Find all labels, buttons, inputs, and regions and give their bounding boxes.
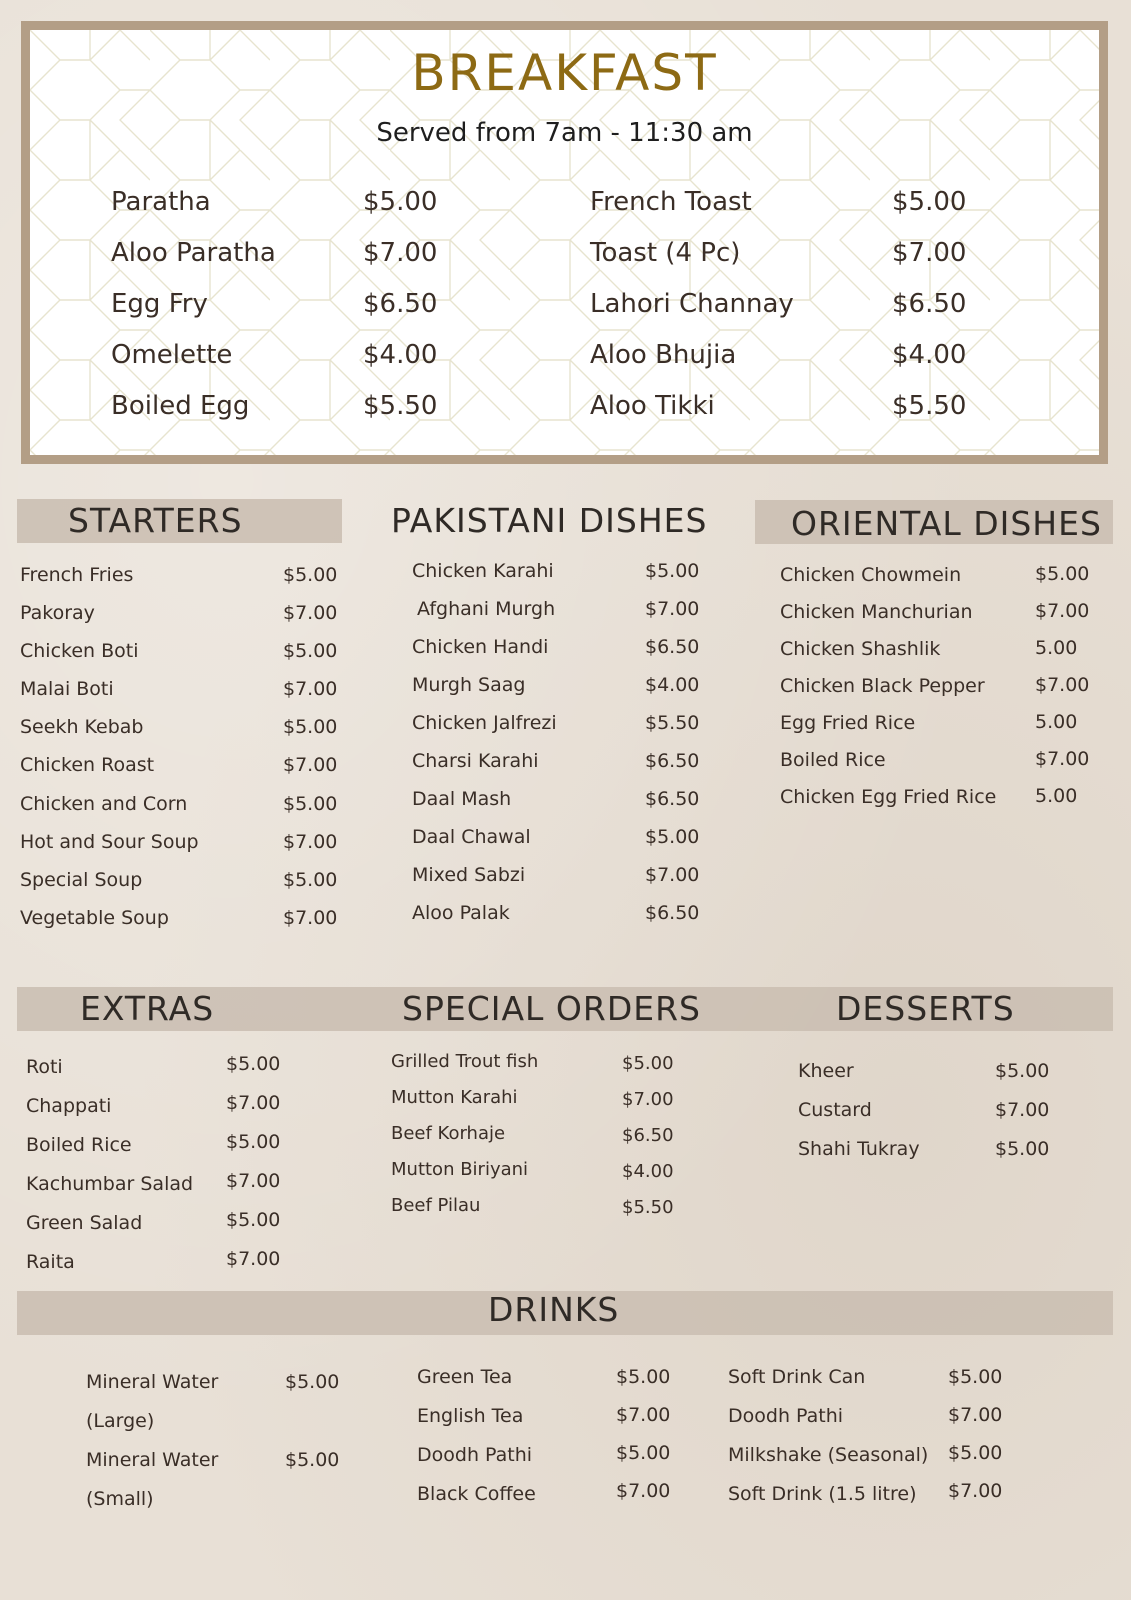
menu-item-name: Soft Drink (1.5 litre) [728,1483,917,1505]
menu-item-price: $5.00 [226,1053,281,1075]
menu-item-name: Vegetable Soup [20,907,169,929]
menu-item-name: French Fries [20,564,134,586]
menu-item-name: Mineral Water [86,1371,219,1393]
menu-item-name: Egg Fry [111,289,208,319]
menu-item-price: $7.00 [283,754,338,776]
menu-item-name: Aloo Bhujia [590,340,737,370]
menu-item-name: Milkshake (Seasonal) [728,1444,929,1466]
menu-item-price: $5.00 [283,793,338,815]
menu-item-name: Aloo Palak [412,902,510,924]
menu-item-name: Green Salad [26,1212,143,1234]
menu-item-name: Custard [798,1099,872,1121]
menu-item-price: $7.00 [283,602,338,624]
extras-title: EXTRAS [80,989,215,1028]
menu-item-price: $7.00 [363,238,438,268]
menu-item-price: $7.00 [995,1099,1050,1121]
menu-item-name: Daal Chawal [412,826,531,848]
menu-item-price: $7.00 [1035,748,1090,770]
menu-item-price: $7.00 [226,1170,281,1192]
menu-item-name: Chicken and Corn [20,793,188,815]
menu-item-name: Toast (4 Pc) [590,238,741,268]
menu-item-name: Murgh Saag [412,674,526,696]
breakfast-subtitle: Served from 7am - 11:30 am [376,118,753,148]
menu-item-price: 5.00 [1035,637,1078,659]
menu-item-name: Seekh Kebab [20,716,144,738]
menu-item-price: $5.00 [283,640,338,662]
breakfast-panel [21,21,1108,464]
menu-item-price: $6.50 [645,788,700,810]
menu-item-price: $5.00 [1035,563,1090,585]
menu-item-price: 5.00 [1035,711,1078,733]
menu-item-price: 5.00 [1035,785,1078,807]
special-orders-title: SPECIAL ORDERS [402,989,701,1028]
menu-item-name: Hot and Sour Soup [20,831,199,853]
menu-item-name: Kheer [798,1060,854,1082]
menu-item-name: Mutton Karahi [391,1087,518,1108]
menu-item-price: $7.00 [283,831,338,853]
menu-item-price: $7.00 [616,1404,671,1426]
menu-item-name: Malai Boti [20,678,114,700]
menu-item-name: Beef Pilau [391,1195,481,1216]
menu-item-price: $7.00 [948,1404,1003,1426]
menu-item-price: $6.50 [892,289,967,319]
menu-item-name: Paratha [111,187,211,217]
menu-item-name: Pakoray [20,602,95,624]
menu-item-name: Chicken Egg Fried Rice [780,786,997,808]
menu-item-name: Grilled Trout fish [391,1051,539,1072]
menu-item-price: $6.50 [645,636,700,658]
menu-item-price: $6.50 [645,902,700,924]
menu-item-name: Chicken Jalfrezi [412,712,557,734]
menu-item-name: Daal Mash [412,788,512,810]
menu-item-price: $7.00 [226,1092,281,1114]
menu-item-name: Chicken Manchurian [780,601,973,623]
menu-item-price: $7.00 [892,238,967,268]
menu-item-name: Omelette [111,340,233,370]
menu-item-price: $5.00 [616,1442,671,1464]
menu-item-price: $5.50 [622,1197,674,1218]
menu-item-name: Special Soup [20,869,143,891]
menu-item-price: $4.00 [645,674,700,696]
menu-item-price: $5.00 [995,1138,1050,1160]
menu-item-price: $5.00 [616,1366,671,1388]
menu-item-price: $5.00 [285,1371,340,1393]
menu-item-price: $5.00 [226,1131,281,1153]
menu-item-name: Chicken Roast [20,754,155,776]
menu-item-price: $7.00 [616,1480,671,1502]
menu-item-price: $4.00 [892,340,967,370]
menu-item-name: Raita [26,1251,75,1273]
menu-item-name: Afghani Murgh [417,598,556,620]
breakfast-title: BREAKFAST [411,44,718,102]
menu-item-name: Boiled Rice [26,1134,132,1156]
menu-item-price: $5.00 [363,187,438,217]
menu-item-name-line2: (Large) [86,1410,155,1432]
menu-item-name: Roti [26,1056,63,1078]
menu-item-name: English Tea [417,1405,524,1427]
menu-item-name: Doodh Pathi [417,1444,533,1466]
menu-item-name: Doodh Pathi [728,1405,844,1427]
menu-item-price: $5.50 [645,712,700,734]
menu-item-name: Kachumbar Salad [26,1173,194,1195]
menu-item-price: $4.00 [363,340,438,370]
menu-item-price: $5.00 [948,1442,1003,1464]
menu-item-name: Green Tea [417,1366,513,1388]
oriental-dishes-title: ORIENTAL DISHES [791,504,1102,543]
menu-item-price: $5.00 [948,1366,1003,1388]
menu-item-price: $6.50 [363,289,438,319]
starters-title: STARTERS [68,501,243,540]
menu-item-price: $5.00 [283,564,338,586]
menu-item-name: Mineral Water [86,1449,219,1471]
menu-item-price: $7.00 [1035,674,1090,696]
pakistani-dishes-title: PAKISTANI DISHES [391,501,708,540]
desserts-title: DESSERTS [836,989,1015,1028]
menu-item-price: $7.00 [283,907,338,929]
menu-item-name: Chicken Chowmein [780,564,962,586]
menu-item-name: Egg Fried Rice [780,712,916,734]
menu-item-price: $5.00 [995,1060,1050,1082]
menu-item-name: Mixed Sabzi [412,864,526,886]
menu-item-name: Aloo Paratha [111,238,276,268]
menu-item-price: $7.00 [226,1248,281,1270]
menu-item-price: $5.00 [285,1449,340,1471]
menu-item-price: $5.00 [622,1053,674,1074]
menu-item-name: Chicken Karahi [412,560,554,582]
menu-item-name: Chicken Black Pepper [780,675,985,697]
menu-item-name: Mutton Biriyani [391,1159,529,1180]
menu-item-name: Chicken Handi [412,636,549,658]
menu-item-price: $5.00 [283,716,338,738]
drinks-title: DRINKS [488,1290,620,1329]
menu-item-name: Boiled Egg [111,391,250,421]
menu-item-price: $7.00 [622,1089,674,1110]
menu-item-name: Black Coffee [417,1483,536,1505]
menu-item-price: $4.00 [622,1161,674,1182]
menu-item-price: $5.00 [645,826,700,848]
menu-item-price: $7.00 [283,678,338,700]
menu-item-name: Soft Drink Can [728,1366,866,1388]
menu-item-price: $5.50 [363,391,438,421]
menu-item-price: $5.00 [226,1209,281,1231]
menu-item-price: $6.50 [645,750,700,772]
menu-item-price: $6.50 [622,1125,674,1146]
menu-item-name: French Toast [590,187,752,217]
menu-item-price: $7.00 [948,1480,1003,1502]
menu-item-name: Chicken Boti [20,640,139,662]
menu-item-name: Chappati [26,1095,112,1117]
menu-item-price: $7.00 [645,598,700,620]
menu-item-name: Aloo Tikki [590,391,715,421]
menu-item-price: $7.00 [645,864,700,886]
menu-item-price: $7.00 [1035,600,1090,622]
menu-item-name: Beef Korhaje [391,1123,506,1144]
menu-item-price: $5.50 [892,391,967,421]
menu-item-price: $5.00 [283,869,338,891]
menu-item-name: Lahori Channay [590,289,794,319]
menu-item-price: $5.00 [645,560,700,582]
menu-item-price: $5.00 [892,187,967,217]
menu-item-name: Charsi Karahi [412,750,539,772]
menu-item-name: Boiled Rice [780,749,886,771]
menu-item-name: Chicken Shashlik [780,638,941,660]
menu-item-name: Shahi Tukray [798,1138,920,1160]
menu-item-name-line2: (Small) [86,1488,154,1510]
